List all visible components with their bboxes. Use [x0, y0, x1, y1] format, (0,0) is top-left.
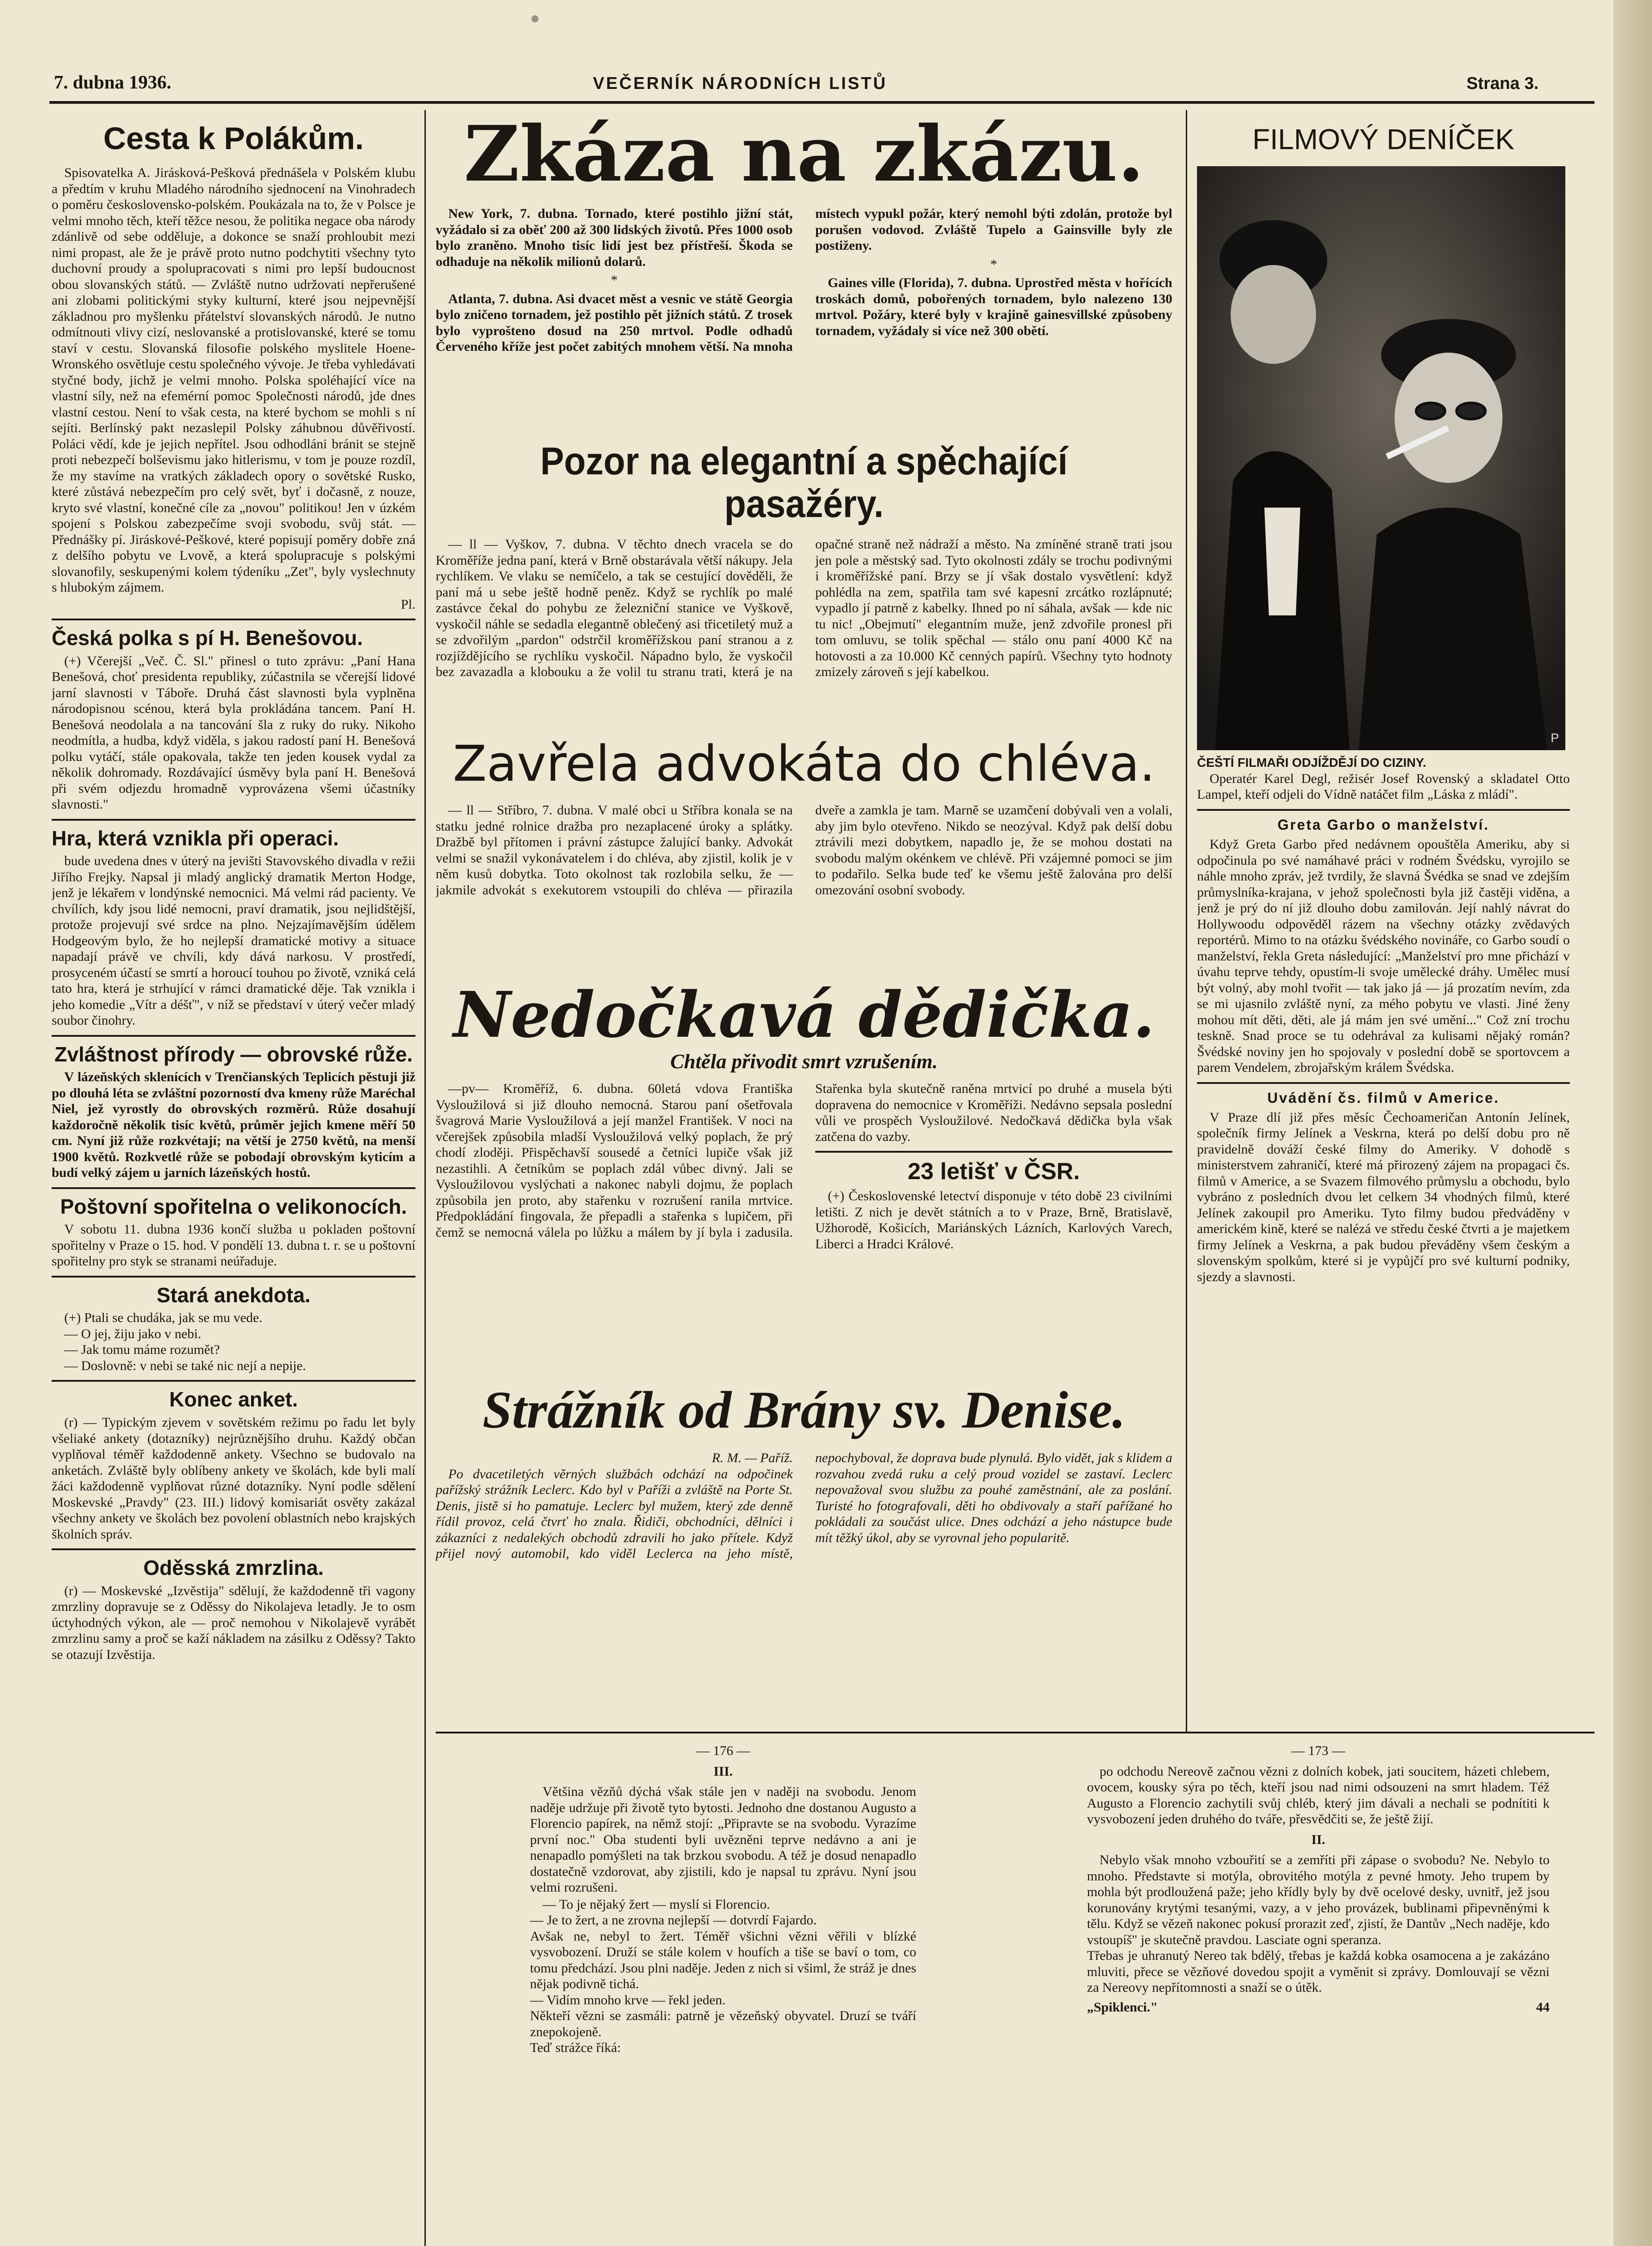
article-title: Strážník od Brány sv. Denise. — [482, 1380, 1126, 1439]
article-columns — [436, 802, 1172, 898]
section-divider — [815, 1151, 1172, 1153]
article-body: bude uvedena dnes v úterý na jevišti Stavovského divadla v režii Jiřího Frejky. Napsal ji mladý anglický dramatik Merton Hodge, jenž je lékařem v londýnské nemocnici. Má velmi rád pacienty. Ve chvílích, kdy jsou lidé nemocni, praví dramatik, jsou nejlidštější, protože projevují své srdce na plno. Nejzajímavějším údělem Hodgeovým bylo, že ho nejlepší dramatické motivy a situace napadají právě ve chvíli, kdy dává narkosu. V prostředí, prosyceném účastí se smrtí a horoucí touhou po životě, vzniká celá tato hra, která je strhující v rámci dramatické děje. Tak vznikla i jeho komedie „Vítr a déšť", v níž se představí v úterý večer mladý soubor činohry. — [52, 853, 415, 1028]
article-title: Zkáza na zkázu. — [464, 112, 1144, 199]
serial-text: po odchodu Nereově začnou vězni z dolních kobek, jati soucitem, házeti chlebem, ovocem, kousky sýra po těch, kteří jsou nad nimi odsouzeni na smrt hladem. Též Augusto a Florencio zachytili svůj chléb, který jim dávali a nechali se podnítiti k vysvobození jeden druhého do tváře, přesvědčiti se, že ještě žijí. — [1087, 1764, 1550, 1826]
article-zkaza — [436, 112, 1172, 427]
masthead-date: 7. dubna 1936. — [54, 72, 172, 93]
article-title: Poštovní spořitelna o velikonocích. — [60, 1194, 407, 1218]
serial-chapter-number: II. — [1311, 1832, 1325, 1847]
section-divider — [52, 1548, 415, 1550]
article-body: Když Greta Garbo před nedávnem opouštěla Ameriku, aby si odpočinula po své namáhavé práci v rodném Švédsku, vyrojilo se náhle mnoho zpráv, jež tvrdily, že slavná Švédka se snad ve zdejším průmyslníka-krajana, v jehož společnosti byla již častěji viděna, a jenž je prý do ní již dlouho dobu zamilován. Její nahlý návrat do Hollywoodu odpověděl rázem na všechny otázky zvědavých reportérů. Mimo to na otázku švédského novináře, co Garbo soudí o manželství, řekla Greta následující: „Manželství pro mne přichází v úvahu teprve tehdy, opustím-li svoje umělecké dráhy. Umělec musí být volný, aby mohl tvořit — tak jako já — já prozatím nevím, zda se mi ujasnilo zvláště nyní, za mého pobytu ve vlasti. Jiné ženy mohou mít děti, děti, ale já mám jen své umění..." Což zní trochu teskně. Snad proce se tu odehrával za kulisami nějaký román? Švédské noviny jen ho spojovaly v poslední době se sportovcem a parem Vendelem, zbrojařským králem Švédska. — [1197, 837, 1570, 1075]
article-body: Atlanta, 7. dubna. Asi dvacet měst a vesnic ve státě Georgia bylo zničeno tornadem, jež postihlo pět jižních států. Z trosek bylo vyprošteno dosud na 250 mrtvol. Podle odhadů Červeného kříže jest počet zabitých mnohem větší. Na mnoha místech vypukl požár, který nemohl býti zdolán, protože byl porušen vodovod. Zvláště Tupelo a Gainsville byly zle postiženy. — [436, 206, 1172, 354]
serial-left — [530, 1738, 916, 2246]
serial-page-number: — 176 — — [696, 1743, 750, 1758]
serial-text: Nebylo však mnoho vzbouřití se a zemříti při zápase o svobodu? Ne. Nebylo to mnoho. Představte si motýla, obrovitého motýla z pevné hmoty. Jeho trupem by mohla být prodloužená paže; jeho křídly byly by dvě ocelové desky, uvnitř, jež jsou korunovány krytými tesanými, vazy, a v jeho provázek, bublinami připevněnými k tělu. Když se vězeň nakonec pokusí prorazit zeď, zjistí, že Dantův „Nech naděje, kdo vstoupíš" je skutečně pravdou. Lasciate ogni speranza. Třebas je uhranutý Nereo tak bdělý, třebas je každá kobka osamocena a je zakázáno mluviti, přece se vězňové dovedou spojit a vyměnit si zprávy. Domlouvají se vězni za Nereovy nepřítomnosti a snaží se o útěk. — [1087, 1853, 1550, 1995]
masthead-title: VEČERNÍK NÁRODNÍCH LISTŮ — [593, 74, 888, 93]
separator-star: * — [990, 256, 997, 272]
article-dedicka — [436, 975, 1172, 1348]
page-edge-shadow — [1613, 0, 1652, 2246]
article-byline: R. M. — Paříž. — [712, 1450, 793, 1465]
section-divider — [52, 1187, 415, 1189]
anecdote-line: (+) Ptali se chudáka, jak se mu vede. — [64, 1310, 262, 1326]
article-title: Nedočkavá dědička. — [453, 978, 1155, 1052]
article-title: Uvádění čs. filmů v Americe. — [1267, 1089, 1500, 1106]
article-title: Česká polka s pí H. Benešovou. — [52, 626, 363, 650]
photo-caption-body: Operatér Karel Degl, režisér Josef Rovenský a skladatel Otto Lampel, kteří odjeli do Vídně natáčet film „Láska z mládí". — [1197, 771, 1570, 802]
photo-image — [1197, 166, 1565, 750]
article-body: (+) Včerejší „Več. Č. Sl." přinesl o tuto zprávu: „Paní Hana Benešová, choť presidenta republiky, zúčastnila se včerejší lidové jarní slavnosti v Táboře. Druhá část slavnosti byla vyplněna národopisnou scénou, která byla prokládána tancem. Paní H. Benešová neodolala a na tancování šla z ruky do ruky. Nikoho neodmítla, a hudba, když viděla, s jakou radostí paní H. Benešová polku vytáčí, stále opakovala, takže ten jeden kousek vydal za několik dohromady. Rozdávající úsměvy byla paní H. Benešová při svém odjezdu hromadně vyprovázena všemi účastníky slavnosti." — [52, 653, 415, 812]
photo-mark: P — [1550, 730, 1559, 745]
article-body: Spisovatelka A. Jirásková-Pešková přednášela v Polském klubu a předtím v kruhu Mladého národního sjednocení na Vinohradech o poměru československo-polském. Poukázala na to, že v Polsce je velmi mnoho těch, kteří těžce nesou, že politika negace oba národy zdánlivě od sebe odděluje, a dokonce se snaží prohloubit mezi nimi propast, ale že je právě proto nutno podchytiti všechny tyto duchovní proudy a spolupracovati s nimi pro lepší budoucnost obou slovanských států. — Zvláště nutno udržovati nepřerušené ani zlobami politickými styky kulturní, které jsou nejpevnější základnou pro myšlenku přátelství slovanských národů. Je nutno odmítnouti vlivy cizí, neslovanské a protislovanské, které se tomu staví v cestu. Slovanská filosofie polského myslitele Hoene-Wronského osvětluje cestu společného vývoje. Je třeba vyhledávati styčné body, jichž je velmi mnoho. Polska spoléhající více na vlastní síly, než na efemérní pomoc Společnosti národů, jde dnes vlastní cestou. Není to však cesta, na které bychom se mohli s ní sejíti. Berlínský pakt nezaslepil Polsky záhubnou důvěřivostí. Poláci vědí, kde je jejich nepřítel. Jsou odhodláni bránit se stejně proti nebezpečí bolševismu jako hitlerismu, v tom je pouze rozdíl, že my stavíme na vratkých základech opory o sovětské Rusko, které zůstává nebezpečím pro celý svět, byť i dočasně, z nouze, kryto své vlastní, konečné cíle za „novou" politikou! Jen v úzkém spojení s Polskou zabezpečíme svoji svobodu, svůj stát. — Přednášky pí. Jiráskové-Peškové, které popisují poměry dobře zná z delšího pobytu ve Lvově, a která spolupracuje s polskými slovanofily, seskupenými kolem týdeníku „Zet", byly vyslechnuty s hlubokým zájmem. — [52, 165, 415, 595]
serial-text: — To je nějaký žert — myslí si Florencio. — Je to žert, a ne zrovna nejlepší — dotvrdí Fajardo. Avšak ne, nebyl to žert. Téměř všichni vězni věřili v blízké vysvobození. Druží se stále kolem v houfích a tiše se baví o tom, co tomu předchází. Jsou plni naděje. Jeden z nich si všiml, že stráž je dnes nějak podivně tichá. — Vidím mnoho krve — řekl jeden. Někteří vězni se zasmáli: patrně je vězeňský obyvatel. Druzí se tváří znepokojeně. Teď strážce říká: — [530, 1897, 916, 2055]
binding-hole — [531, 15, 539, 22]
article-title: Zavřela advokáta do chléva. — [453, 737, 1155, 792]
article-title: Greta Garbo o manželství. — [1277, 816, 1489, 833]
article-body: New York, 7. dubna. Tornado, které postihlo jižní stát, vyžádalo si za oběť 200 až 300 lidských životů. Přes 1000 osob bylo zraněno. Mnoho tisíc lidí jest bez přístřeší. Škoda se odhaduje na několik milionů dolarů. — [436, 206, 793, 269]
article-title: Stará anekdota. — [156, 1283, 311, 1307]
section-divider — [52, 619, 415, 620]
article-subtitle: Chtěla přivodit smrt vzrušením. — [670, 1050, 938, 1073]
article-title: Hra, která vznikla při operaci. — [52, 826, 339, 850]
serial-footer — [1087, 1999, 1550, 2016]
section-divider — [52, 1276, 415, 1278]
article-title: Oděsská zmrzlina. — [143, 1556, 324, 1580]
section-header: FILMOVÝ DENÍČEK — [1252, 123, 1515, 155]
serial-page-number: — 173 — — [1291, 1743, 1345, 1758]
article-title: Pozor na elegantní a spěchající pasažéry. — [540, 440, 1068, 526]
anecdote-line: — Doslovně: v nebi se také nic nejí a nepije. — [64, 1358, 306, 1373]
article-columns — [436, 1081, 1172, 1252]
section-divider — [1197, 809, 1570, 811]
article-body: (r) — Typickým zjevem v sovětském režimu po řadu let byly všeliaké ankety (dotazníky) nejrůznějšího druhu. Každý občan vyplňoval téměř každodenně ankety. Všechno se budovalo na anketách. Zvláště byly oblíbeny ankety ve školách, kde byli malí žáci každodenně vyplňovat různé dotazníky. Nyní podle sdělení Moskevské „Pravdy" (23. III.) lidový komisariát osvěty zakázal všechny ankety ve školách bez povolení oblastních nebo krajských školních správ. — [52, 1415, 415, 1542]
serial-footer-number: 44 — [1536, 1999, 1550, 2015]
article-columns — [436, 1450, 1172, 1562]
article-title: Zvláštnost přírody — obrovské růže. — [54, 1042, 413, 1066]
article-zavrela — [436, 737, 1172, 966]
article-title: Cesta k Polákům. — [103, 121, 364, 156]
serial-divider — [436, 1732, 1595, 1733]
article-title: Konec anket. — [169, 1388, 298, 1411]
article-body: V lázeňských sklenících v Trenčianských Teplicích pěstuji již po dlouhá léta se zvláštní pozorností dva kmeny růže Maréchal Niel, jež vyrostly do obrovských rozměrů. Růže dosahují každoročně několik tisíc květů, průměr jejich kmene měří 50 cm. Nyní již růže rozkvétají; na větší je 2750 květů, na menší 1900 květů. Rozkvetlé růže se pobodají obrovským kyticím a budí velký zájem u jarních lázeňských hostů. — [52, 1070, 415, 1180]
article-body: V Praze dlí již přes měsíc Čechoameričan Antonín Jelínek, společník firmy Jelínek a Veskrna, která po delší dobu pro ně pravidelně dováží české filmy do Ameriky. V dohodě s ministerstvem zahraničí, které má přirozený zájem na propagaci čs. filmů v Americe, a se Svazem filmového průmyslu a obchodu, bylo vybráno z posledních dvou let celkem 34 vhodných filmů, které Jelínek zakoupil pro Ameriku. Tyto filmy budou předváděny v americkém kině, které se nalézá ve středu české čtvrti a je majetkem firmy Jelínek a Veskrna, a pak budou převáděny všem českým a slovenským spolkům, které si je vypůjčí pro své kulturní podniky, sjezdy a slavnosti. — [1197, 1110, 1570, 1284]
masthead-rule — [49, 101, 1595, 104]
section-divider — [52, 1035, 415, 1037]
article-body: — ll — Stříbro, 7. dubna. V malé obci u Stříbra konala se na statku jedné rolnice dražba pro nezaplacené úroky a splátky. Dražbě byl přítomen i právní zástupce žalující banky. Advokát velmi se snažil vykonávatelem i do chléva, aby zjistil, kolik je v něm kusů dobytka. Toto okolnost tak rozlobila selku, že — jakmile advokát s exekutorem vstoupili do chléva — přirazila dveře a zamkla je tam. Marně se uzamčení dobývali ven a volali, aby jim bylo otevřeno. Nikdo se neozýval. Když pak delší dobu ztrávili mezi dobytkem, napadlo je, že se mohou dostati na svobodu malým okénkem ve chlévě. Při vzájemné pomoci se jim to podařilo. Selka bude teď ke všemu ještě žalována pro delší omezování osobní svobody. — [436, 803, 1172, 898]
serial-right — [1087, 1738, 1550, 2246]
anecdote-line: — O jej, žiju jako v nebi. — [64, 1326, 201, 1341]
article-body: —pv— Kroměříž, 6. dubna. 60letá vdova Františka Vysloužilová si již dlouho nemocná. Starou paní ošetřovala švagrová Marie Vysloužilová a její manžel František. V noci na včerejšek způsobila mladší Vysloužilová velký poplach, že prý chodí zloději. Přispěchavší sousedé a četníci lupiče však již nezastihli. A četníkům se poplach zdál vůbec divný. Jali se Vysloužilovou vyslýchati a nakonec nabyli dojmu, že poplach způsobila jen proto, aby stařenku v rozrušení ranila mrtvice. Předpokládání fingovala, že přepadli a stařenka s lupičem, při čemž se nemocná válela po lůžku a málem by jí byla i zadusila. Stařenka byla skutečně raněna mrtvicí po druhé a musela býti dopravena do nemocnice v Kroměříži. Nedávno sepsala poslední vůli ve prospěch Vysloužilové. Nedočkavá dědička byla však zatčena do vazby. — [436, 1081, 1172, 1240]
article-pozor — [436, 431, 1172, 723]
article-columns — [436, 536, 1172, 681]
column-film — [1197, 112, 1570, 1729]
section-divider — [52, 1380, 415, 1382]
serial-text: Většina vězňů dýchá však stále jen v naději na svobodu. Jenom naděje udržuje při životě tyto bytosti. Jednoho dne dostanou Augusto a Florencio papírek, na němž stojí: „Připravte se na svobodu. Vyrazíme první noc." Oba studenti byli uvězněni teprve nedávno a ani je nenapadlo pomýšleti na tak brzkou svobodu. A též je dosud nenapadlo dostatečně vzdorovat, aby zjistili, kdo je napsal tu zprávu. Nyní jsou velmi rozrušeni. — [530, 1784, 916, 1895]
column-left — [52, 110, 415, 2246]
photo-caption-title: ČEŠTÍ FILMAŘI ODJÍŽDĚJÍ DO CIZINY. — [1197, 756, 1427, 770]
article-body: V sobotu 11. dubna 1936 končí služba u pokladen poštovní spořitelny v Praze o 15. hod. V pondělí 13. dubna t. r. se u poštovní spořitelny pro styk se stranami neúřaduje. — [52, 1222, 415, 1269]
section-divider — [52, 819, 415, 821]
article-body: Gaines ville (Florida), 7. dubna. Uprostřed města v hořících troskách domů, pobořených tornadem, bylo nalezeno 130 mrtvol. Požáry, které byly v krajině gainesvillské způsobeny tornadem, vyžádaly si více než 300 obětí. — [815, 275, 1172, 338]
article-straznik — [436, 1375, 1172, 1761]
serial-chapter-number: III. — [713, 1764, 733, 1779]
article-body: Po dvacetiletých věrných službách odchází na odpočinek pařížský strážník Leclerc. Kdo byl v Paříži a zvláště na Porte St. Denis, jistě si ho pamatuje. Leclerc byl mužem, který zde denně řídil provoz, celá čtvrť ho znala. Řidiči, obchodníci, dělníci i zákazníci z nedalekých obchodů zdravili ho jako přítele. Když přijel nový automobil, kdo viděl Leclerca na jeho místě, nepochyboval, že doprava bude plynulá. Bylo vidět, jak s klidem a rozvahou zvedá ruku a celý proud vozidel se zastaví. Leclerc nepovažoval svou službu za pouhé zaměstnání, ale za poslání. Turisté ho fotografovali, děti ho obdivovaly a staří pařížané ho pokládali za součást ulice. Dnes odchází a jeho nástupce bude mít těžký úkol, aby se vyrovnal jeho popularitě. — [436, 1450, 1172, 1561]
article-body: (r) — Moskevské „Izvěstija" sdělují, že každodenně tři vagony zmrzliny dopravuje se z Oděssy do Nikolajeva letadly. Je to osm úctyhodných výkon, ale — proč nemohou v Nikolajevě vyrábět zmrzlinu samy a proč se kaží nákladem na zásilku z Oděssy? Takto se otazují Izvěstija. — [52, 1583, 415, 1662]
anecdote-line: — Jak tomu máme rozumět? — [64, 1342, 220, 1357]
film-photo — [1197, 166, 1565, 750]
article-columns — [436, 206, 1172, 355]
article-title: 23 letišť v ČSR. — [907, 1158, 1080, 1185]
column-divider — [1186, 110, 1187, 1732]
column-divider — [424, 110, 426, 2246]
serial-footer-title: „Spiklenci." — [1087, 1999, 1158, 2015]
article-signature: Pl. — [401, 597, 415, 612]
masthead-page-number: Strana 3. — [1466, 74, 1539, 93]
section-divider — [1197, 1082, 1570, 1084]
separator-star: * — [611, 273, 618, 287]
article-body: (+) Československé letectví disponuje v této době 23 civilními letišti. Z nich je devět státních a to v Praze, Brně, Bratislavě, Užhorodě, Košicích, Mariánských Lázních, Karlových Varech, Liberci a Hradci Králové. — [815, 1189, 1172, 1251]
article-body: — ll — Vyškov, 7. dubna. V těchto dnech vracela se do Kroměříže jedna paní, která v Brně obstarávala větší nákupy. Jela rychlíkem. Ve vlaku se nemíčelo, a tak se cestující dověděli, že paní má u sebe ještě hodně peněz. Když se rychlík po malé zastávce čekal do pohybu ze železniční stanice ve Vyškově, vyskočil náhle se sedadla elegantně oblečený asi třicetiletý muž a se zdvořilým „pardon" odstrčil kroměřížskou paní stranou a z rozjíždějícího se rychlíku vyskočil. Nápadno bylo, že vyskočil bez zavazadla a klobouku a že volil tu stranu trati, která je na opačné straně než nádraží a město. Na zmíněné straně trati jsou jen pole a městský sad. Tyto okolnosti zdály se trochu podivnými i kroměřížské paní. Brzy se jí však dostalo vysvětlení: když pohlédla na zem, spatřila tam své kapesní zrcátko rozlápnuté; vypadlo jí patrně z kabelky. Ihned po ní sáhala, avšak — kde nic tu nic! „Obejmutí" elegantním muže, jenž zdvořile pronesl při tom omluvu, se tolik spěchal — stálo onu paní 4000 Kč na hotovosti a za 10.000 Kč cenných papírů. Všechny tyto hodnoty zmizely zároveň s její kabelkou. — [436, 537, 1172, 680]
